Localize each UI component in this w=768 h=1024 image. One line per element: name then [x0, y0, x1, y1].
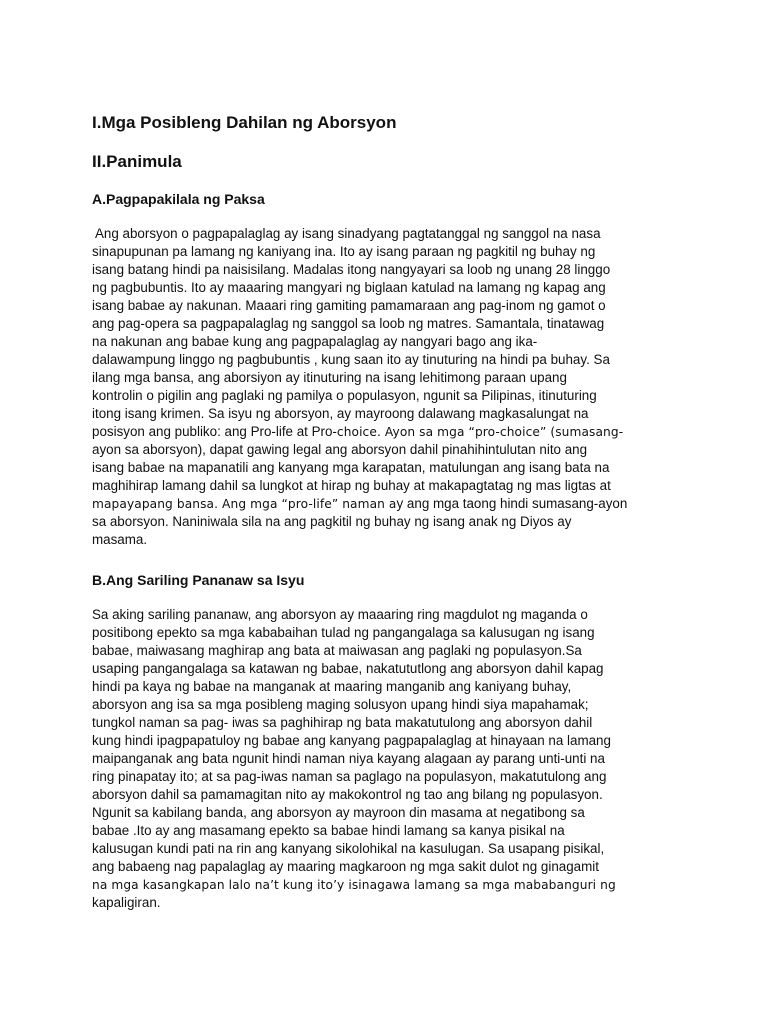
text-line: positibong epekto sa mga kababaihan tulad ng pangangalaga sa kalusugan ng isang — [92, 625, 595, 640]
text-line: aborsyon ang isa sa mga posibleng maging solusyon upang hindi siya mapahamak; — [92, 697, 589, 712]
text-line: ang pag-opera sa pagpapalaglag ng sanggol sa loob ng matres. Samantala, tinatawag — [92, 316, 605, 331]
text-line: babae .Ito ay ang masamang epekto sa babae hindi lamang sa kanya pisikal na — [92, 823, 565, 838]
text-line: sinapupunan pa lamang ng kaniyang ina. Ito ay isang paraan ng pagkitil ng buhay ng — [92, 244, 596, 259]
text-line: isang batang hindi pa naisisilang. Madalas itong nangyayari sa loob ng unang 28 linggo — [92, 262, 611, 277]
text-line: babae, maiwasang maghirap ang bata at maiwasan ang paglaki ng populasyon.Sa — [92, 643, 582, 658]
text-line: usaping pangangalaga sa katawan ng babae, nakatututlong ang aborsyon dahil kapag — [92, 661, 604, 676]
text-line: isang babae na mapanatili ang kanyang mga karapatan, matulungan ang isang bata na — [92, 460, 610, 475]
section-b-paragraph — [92, 606, 678, 912]
text-segment: posisyon ang publiko: ang Pro-life at Pro- — [92, 424, 337, 439]
text-line: aborsyon dahil sa pamamagitan nito ay makokontrol ng tao ang bilang ng populasyon. — [92, 787, 603, 802]
text-line: maipanganak ang bata ngunit hindi naman niya kayang alagaan ay parang unti-unti na — [92, 751, 605, 766]
text-line-alt-font: na mga kasangkapan lalo na’t kung ito’y isinagawa lamang sa mga mababanguri ng — [92, 878, 616, 892]
text-line: ayon sa aborsyon), dapat gawing legal ang aborsyon dahil pinahihintulutan nito ang — [92, 442, 588, 457]
text-line: Sa aking sariling pananaw, ang aborsyon ay maaaring ring magdulot ng maganda o — [92, 607, 588, 622]
text-line: Ang aborsyon o pagpapalaglag ay isang sinadyang pagtatanggal ng sanggol na nasa — [92, 226, 601, 241]
text-line: kung hindi ipagpapatuloy ng babae ang kanyang pagpapalaglag at hinayaan na lamang — [92, 733, 611, 748]
text-line: ring pinapatay ito; at sa pag-iwas naman sa paglago na populasyon, makatutulong ang — [92, 769, 607, 784]
text-line: ang babaeng nag papalaglag ay maaring magkaroon ng mga sakit dulot ng ginagamit — [92, 859, 599, 874]
text-line: tungkol naman sa pag- iwas sa paghihirap ng bata makatutulong ang aborsyon dahil — [92, 715, 593, 730]
text-line: itong isang krimen. Sa isyu ng aborsyon, ay mayroong dalawang magkasalungat na — [92, 406, 589, 421]
document-title: I.Mga Posibleng Dahilan ng Aborsyon — [92, 113, 397, 132]
text-line: ilang mga bansa, ang aborsiyon ay itinuturing na isang lehitimong paraan upang — [92, 370, 567, 385]
text-segment: mapayapang bansa. Ang mga “pro-life” naman a — [92, 497, 397, 511]
text-line-mixed-font — [92, 495, 678, 513]
section-heading-panimula: II.Panimula — [92, 152, 182, 171]
text-line: kapaligiran. — [92, 895, 161, 910]
section-a-paragraph — [92, 225, 678, 549]
text-line: masama. — [92, 532, 148, 547]
document-page — [92, 112, 678, 912]
text-line: hindi pa kaya ng babae na manganak at maaring manganib ang kaniyang buhay, — [92, 679, 572, 694]
text-segment: choice. Ayon sa mga “pro-choice” (sumasang- — [336, 425, 624, 439]
text-line-mixed-font — [92, 423, 678, 441]
text-line: ng pagbubuntis. Ito ay maaaring mangyari ng biglaan katulad na lamang ng kapag ang — [92, 280, 606, 295]
text-segment: y ang mga taong hindi sumasang-ayon — [396, 496, 628, 511]
section-a-heading: A.Pagpapakilala ng Paksa — [92, 191, 265, 207]
text-line: isang babae ay nakunan. Maaari ring gamiting pamamaraan ang pag-inom ng gamot o — [92, 298, 606, 313]
text-line: kalusugan kundi pati na rin ang kanyang sikolohikal na kasulugan. Sa usapang pisikal, — [92, 841, 605, 856]
text-line: sa aborsyon. Naniniwala sila na ang pagkitil ng buhay ng isang anak ng Diyos ay — [92, 514, 572, 529]
text-line: na nakunan ang babae kung ang pagpapalaglag ay nangyari bago ang ika- — [92, 334, 538, 349]
text-line: dalawampung linggo ng pagbubuntis , kung saan ito ay tinuturing na hindi pa buhay. Sa — [92, 352, 610, 367]
section-b-heading: B.Ang Sariling Pananaw sa Isyu — [92, 572, 305, 588]
text-line: Ngunit sa kabilang banda, ang aborsyon ay mayroon din masama at negatibong sa — [92, 805, 585, 820]
text-line: maghihirap lamang dahil sa lungkot at hirap ng buhay at makapagtatag ng mas ligtas at — [92, 478, 611, 493]
text-line: kontrolin o pigilin ang paglaki ng pamilya o populasyon, ngunit sa Pilipinas, itinuturing — [92, 388, 597, 403]
